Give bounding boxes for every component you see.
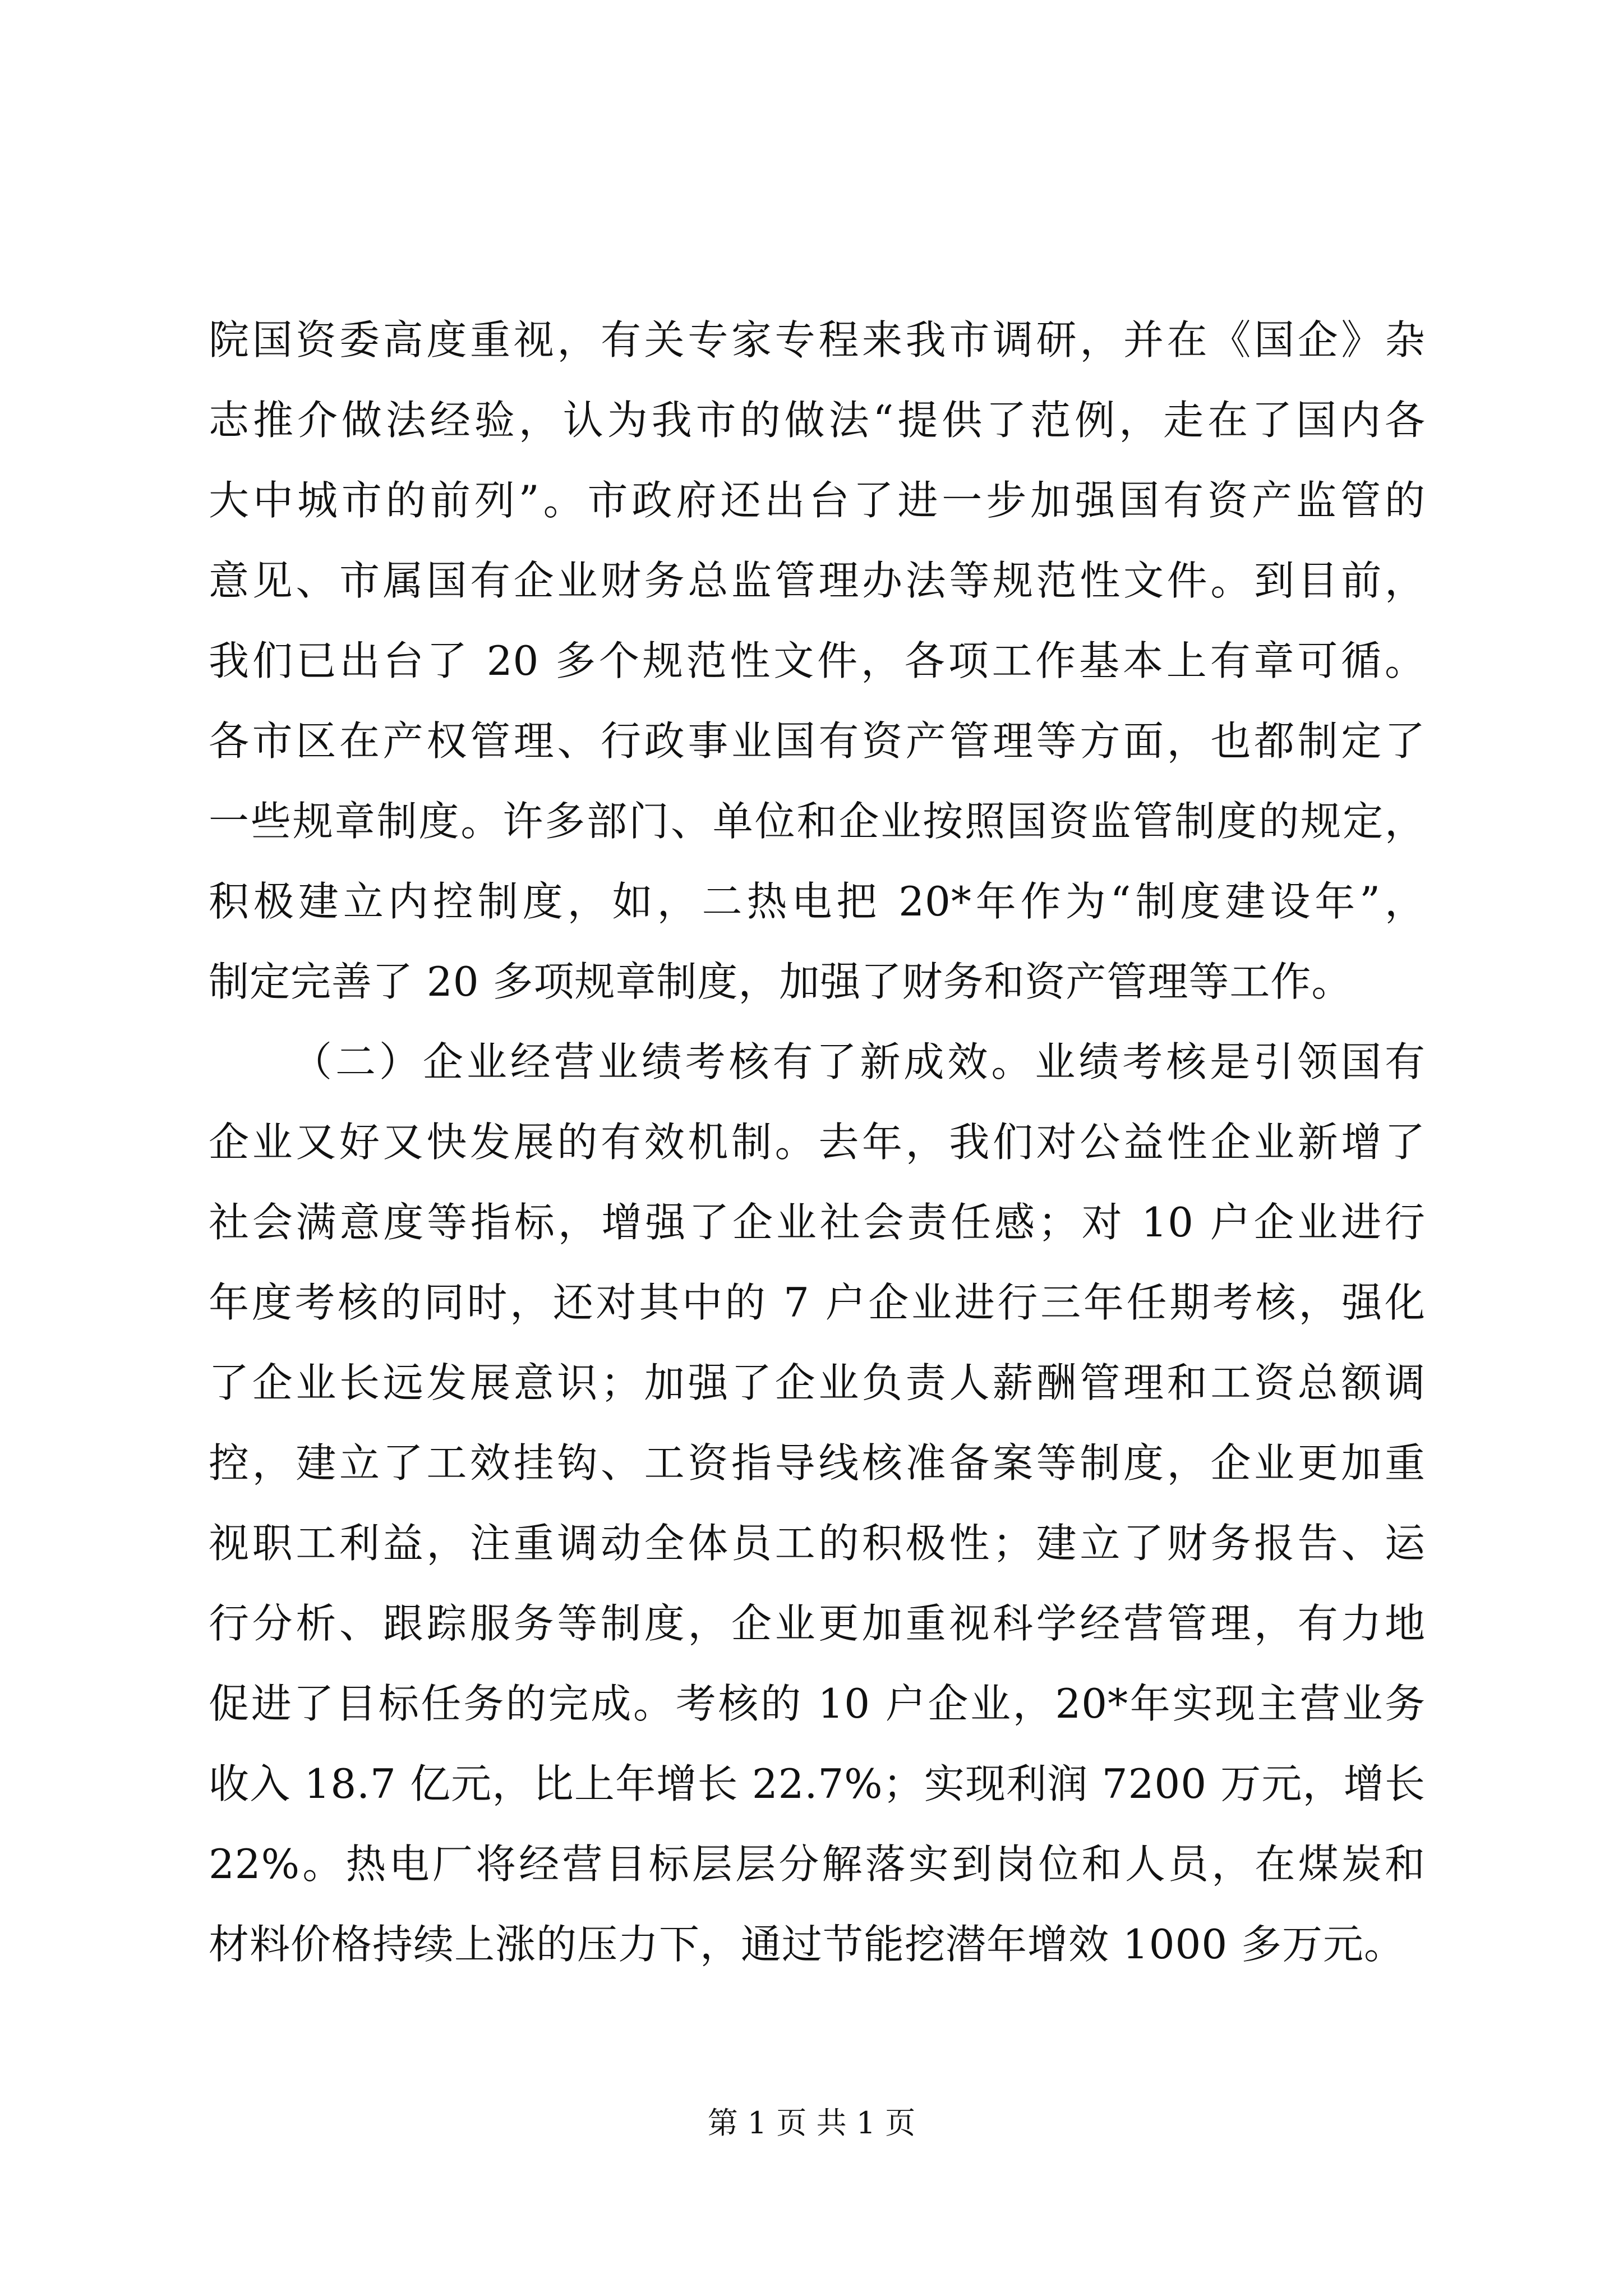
- text-line: 材料价格持续上涨的压力下，通过节能挖潜年增效 1000 多万元。: [209, 1921, 1405, 1968]
- text-line: 控，建立了工效挂钩、工资指导线核准备案等制度，企业更加重: [209, 1439, 1426, 1487]
- text-line: 大中城市的前列”。市政府还出台了进一步加强国有资产监管的: [209, 477, 1426, 524]
- text-line: 促进了目标任务的完成。考核的 10 户企业，20*年实现主营业务: [209, 1680, 1426, 1727]
- text-line: 社会满意度等指标，增强了企业社会责任感；对 10 户企业进行: [209, 1199, 1426, 1246]
- text-line: 企业又好又快发展的有效机制。去年，我们对公益性企业新增了: [209, 1119, 1426, 1166]
- text-line: 各市区在产权管理、行政事业国有资产管理等方面，也都制定了: [209, 717, 1426, 765]
- text-line: 22%。热电厂将经营目标层层分解落实到岗位和人员，在煤炭和: [209, 1841, 1426, 1888]
- text-line: 收入 18.7 亿元，比上年增长 22.7%；实现利润 7200 万元，增长: [209, 1760, 1426, 1807]
- text-line: 一些规章制度。许多部门、单位和企业按照国资监管制度的规定，: [209, 798, 1426, 845]
- text-line: 视职工利益，注重调动全体员工的积极性；建立了财务报告、运: [209, 1520, 1426, 1567]
- body-text: [209, 300, 1426, 1985]
- text-line: 我们已出台了 20 多个规范性文件，各项工作基本上有章可循。: [209, 637, 1426, 684]
- text-line: 志推介做法经验，认为我市的做法“提供了范例，走在了国内各: [209, 397, 1426, 444]
- text-line: 积极建立内控制度，如，二热电把 20*年作为“制度建设年”，: [209, 878, 1426, 925]
- page-number-footer: 第 1 页 共 1 页: [707, 2105, 916, 2141]
- text-line: 年度考核的同时，还对其中的 7 户企业进行三年任期考核，强化: [209, 1279, 1426, 1326]
- text-line: 制定完善了 20 多项规章制度，加强了财务和资产管理等工作。: [209, 958, 1353, 1005]
- text-line: 意见、市属国有企业财务总监管理办法等规范性文件。到目前，: [209, 557, 1426, 604]
- text-line: 院国资委高度重视，有关专家专程来我市调研，并在《国企》杂: [209, 316, 1426, 364]
- text-line: 行分析、跟踪服务等制度，企业更加重视科学经营管理，有力地: [209, 1600, 1426, 1647]
- section-heading-line: （二）企业经营业绩考核有了新成效。业绩考核是引领国有: [292, 1038, 1426, 1085]
- text-line: 了企业长远发展意识；加强了企业负责人薪酬管理和工资总额调: [209, 1359, 1426, 1406]
